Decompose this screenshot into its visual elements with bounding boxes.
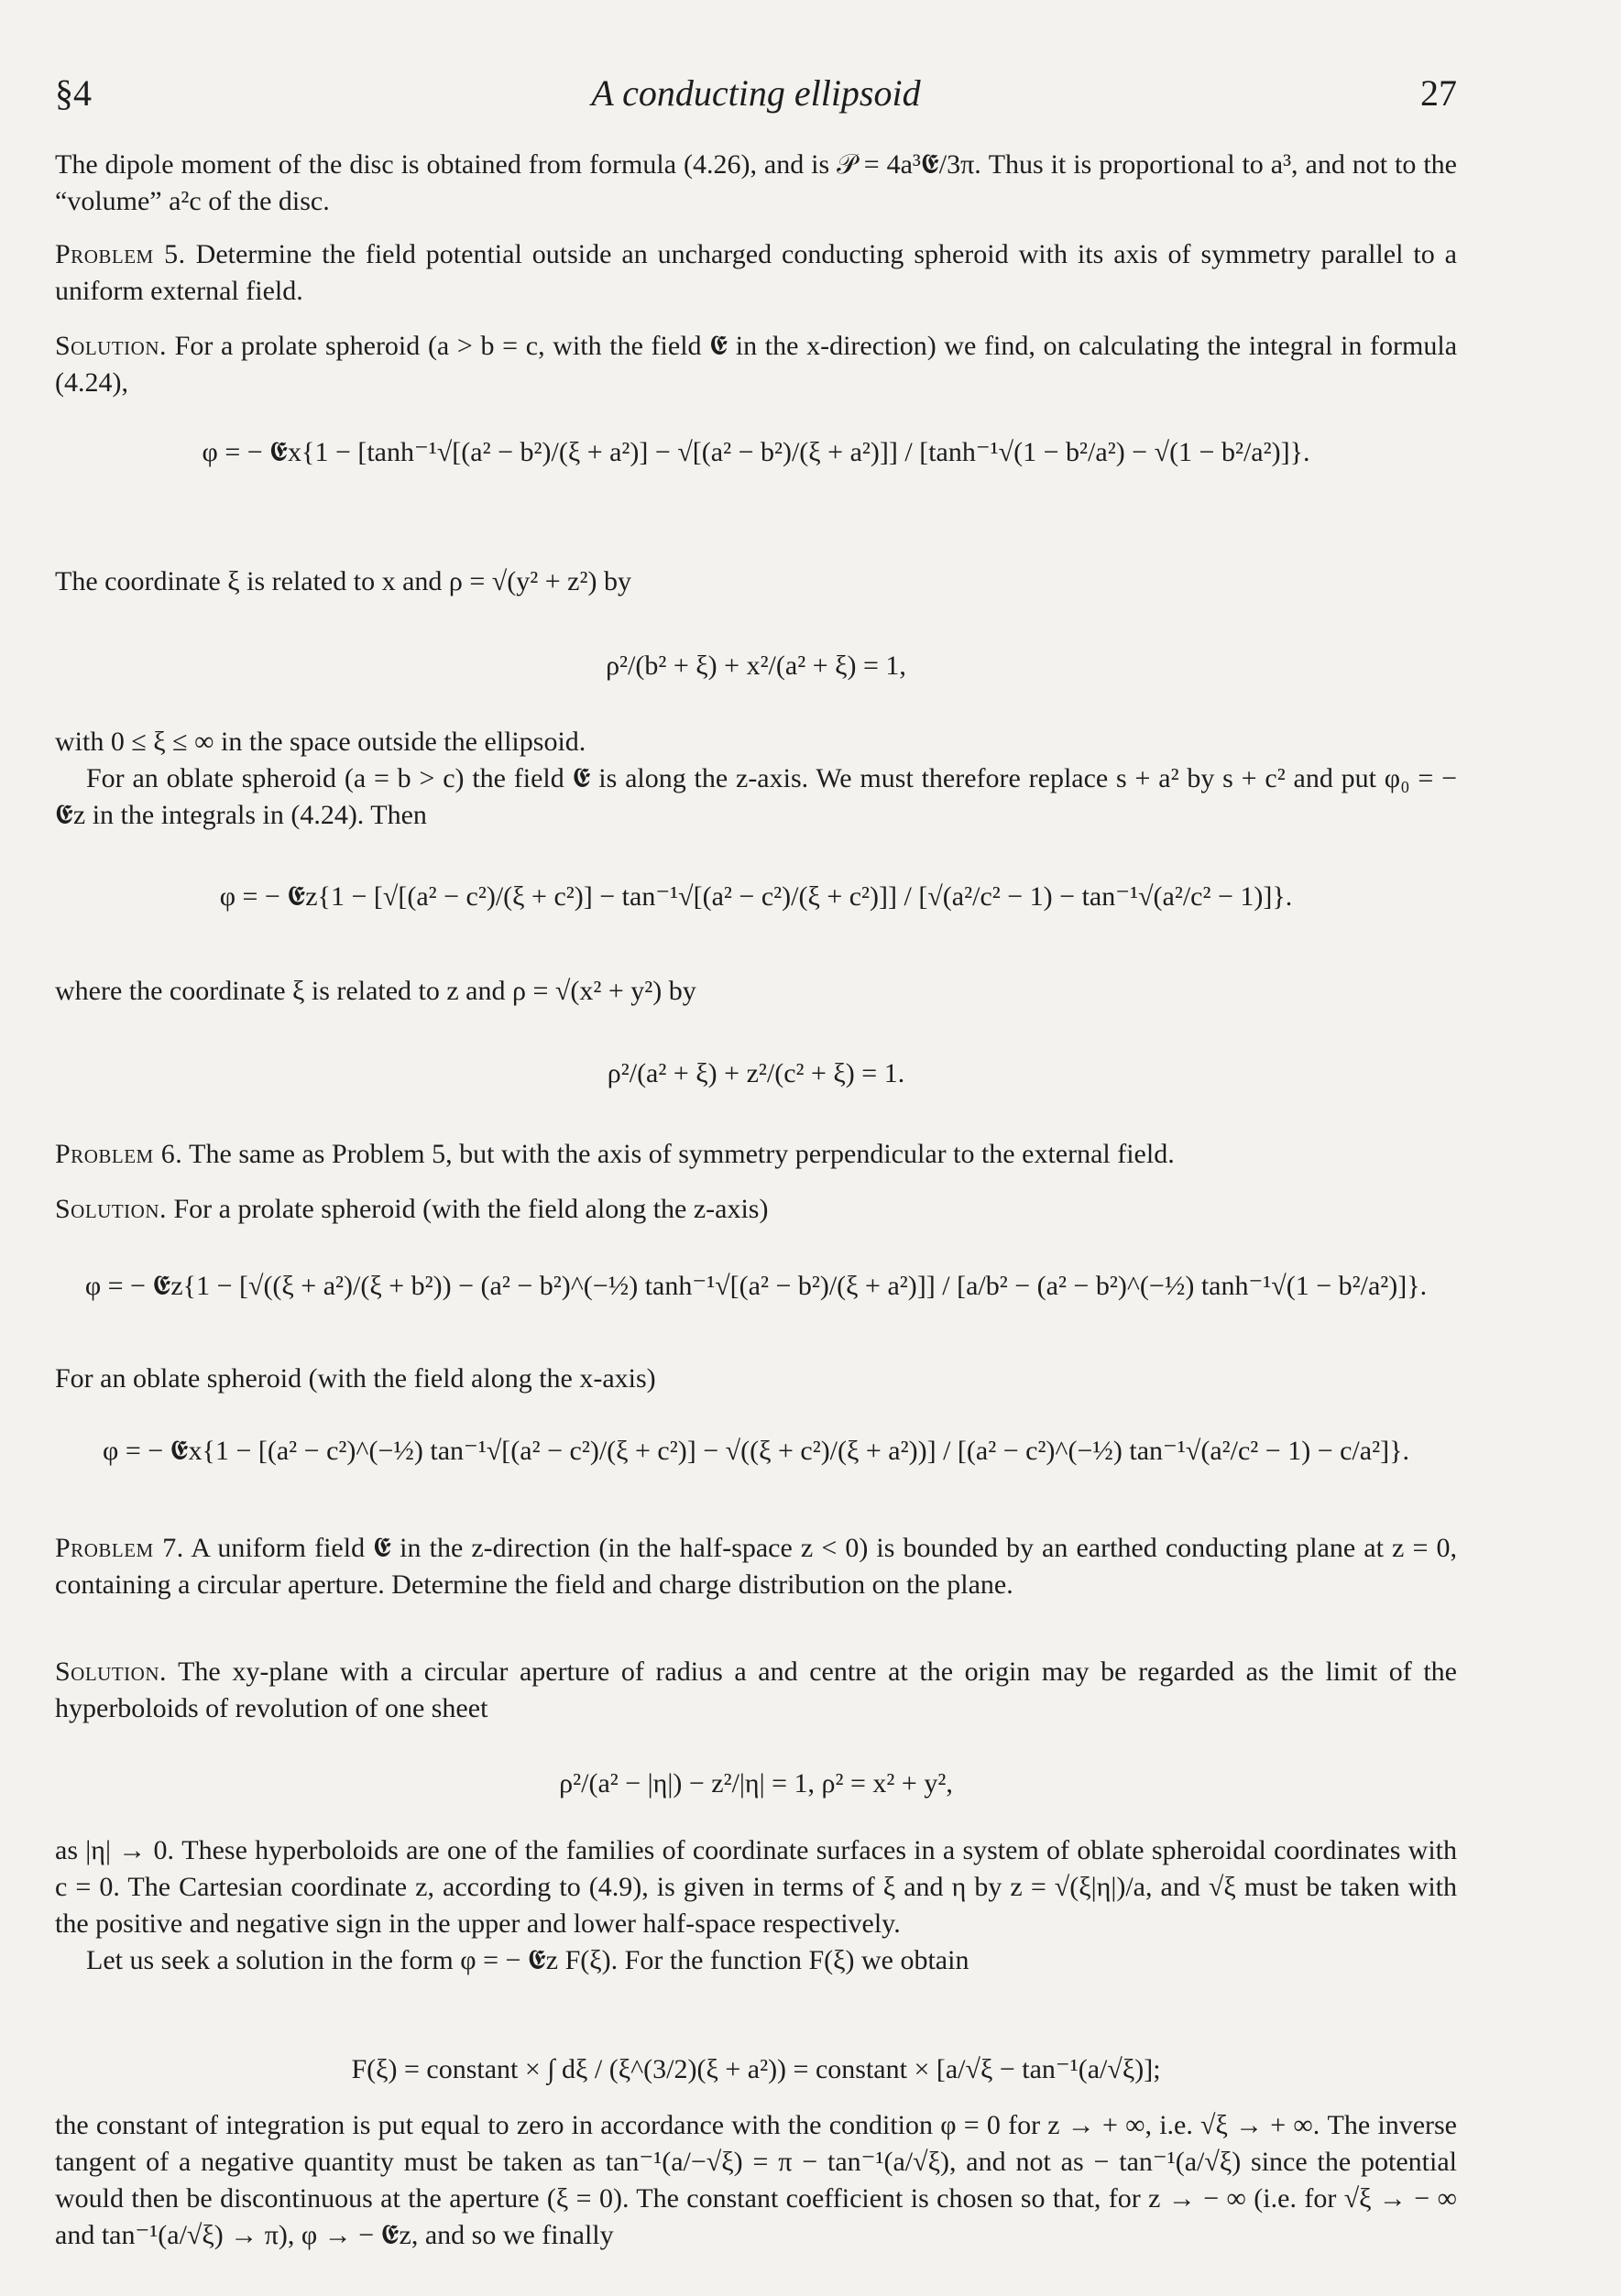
equation-prolate-perpendicular: φ = − 𝕰z{1 − [√((ξ + a²)/(ξ + b²)) − (a² − b²)^(−½) tanh⁻¹√[(a² − b²)/(ξ + a²)]] / [a/b² − (a² − b²)^(−½) tanh⁻¹√(1 − b²/a²)]}.: [84, 1271, 1428, 1301]
problem-7: [55, 1530, 1457, 1603]
problem-label: Problem 6.: [55, 1139, 183, 1169]
equation-oblate-potential: φ = − 𝕰z{1 − [√[(a² − c²)/(ξ + c²)] − tan⁻¹√[(a² − c²)/(ξ + c²)]] / [√(a²/c² − 1) − tan⁻¹√(a²/c² − 1)]}.: [219, 881, 1293, 912]
paragraph-text: The dipole moment of the disc is obtained from formula (4.26), and is 𝒫 = 4a³𝕰/3π. Thus it is proportional to a³, and not to the “volume” a²c of the disc.: [55, 149, 1457, 216]
problem-text: The same as Problem 5, but with the axis of symmetry perpendicular to the external field.: [189, 1139, 1175, 1169]
paragraph-text: For an oblate spheroid (with the field along the x-axis): [55, 1363, 656, 1394]
problem-6: [55, 1136, 1457, 1173]
solution-label: Solution.: [55, 1194, 167, 1224]
paragraph-text: The coordinate ξ is related to x and ρ = √(y² + z²) by: [55, 566, 631, 596]
section-number: §4: [55, 72, 92, 114]
solution-text: For a prolate spheroid (a > b = c, with the field 𝕰 in the x-direction) we find, on calculating the integral in formula (4.24),: [55, 331, 1458, 398]
paragraph-text-oblate: For an oblate spheroid (a = b > c) the field 𝕰 is along the z-axis. We must therefore replace s + a² by s + c² and put φ₀ = − 𝕰z in the integrals in (4.24). Then: [55, 763, 1457, 830]
page-edge-mark: [55, 2263, 59, 2278]
problem-label: Problem 5.: [55, 239, 186, 269]
equation-prolate-ellipsoid: ρ²/(b² + ξ) + x²/(a² + ξ) = 1,: [606, 651, 906, 681]
paragraph-coordinate-xi: [55, 563, 1457, 600]
equation-hyperboloid: ρ²/(a² − |η|) − z²/|η| = 1, ρ² = x² + y²,: [559, 1768, 953, 1799]
solution-label: Solution.: [55, 331, 167, 361]
solution-text: The xy-plane with a circular aperture of radius a and centre at the origin may be regarded as the limit of the hyperboloids of revolution of one sheet: [55, 1656, 1457, 1723]
equation-function-f: F(ξ) = constant × ∫ dξ / (ξ^(3/2)(ξ + a²)) = constant × [a/√ξ − tan⁻¹(a/√ξ)];: [351, 2054, 1161, 2084]
solution-6: [55, 1191, 1457, 1228]
paragraph-text: as |η| → 0. These hyperboloids are one of the families of coordinate surfaces in a system of oblate spheroidal coordinates with c = 0. The Cartesian coordinate z, according to (4.9), is given in terms of ξ and η by z = √(ξ|η|)/a, and √ξ must be taken with the positive and negative sign in the upper and lower half-space respectively.: [55, 1835, 1457, 1939]
paragraph-text: the constant of integration is put equal to zero in accordance with the condition φ = 0 for z → + ∞, i.e. √ξ → + ∞. The inverse tangent of a negative quantity must be taken as tan⁻¹(a/−√ξ) = π − tan⁻¹(a/√ξ), and not as − tan⁻¹(a/√ξ) since the potential would then be discontinuous at the aperture (ξ = 0). The constant coefficient is chosen so that, for z → − ∞ (i.e. for √ξ → − ∞ and tan⁻¹(a/√ξ) → π), φ → − 𝕰z, and so we finally: [55, 2110, 1457, 2250]
problem-text: Determine the field potential outside an uncharged conducting spheroid with its axis of symmetry parallel to a uniform external field.: [55, 239, 1458, 306]
equation-prolate-potential: φ = − 𝕰x{1 − [tanh⁻¹√[(a² − b²)/(ξ + a²)] − √[(a² − b²)/(ξ + a²)]] / [tanh⁻¹√(1 − b²/a²) − √(1 − b²/a²)]}.: [202, 437, 1310, 467]
paragraph-text: with 0 ≤ ξ ≤ ∞ in the space outside the ellipsoid.: [55, 727, 586, 757]
paragraph-text-solution-form: Let us seek a solution in the form φ = − 𝕰z F(ξ). For the function F(ξ) we obtain: [86, 1945, 969, 1975]
paragraph-outside-ellipsoid: [55, 724, 1457, 834]
solution-5: [55, 328, 1457, 401]
paragraph-oblate-x-axis: [55, 1361, 1457, 1397]
equation-oblate-perpendicular: φ = − 𝕰x{1 − [(a² − c²)^(−½) tan⁻¹√[(a² − c²)/(ξ + c²)] − √((ξ + c²)/(ξ + a²))] / [(a² − c²)^(−½) tan⁻¹√(a²/c² − 1) − c/a²]}.: [103, 1436, 1409, 1466]
page-number: 27: [1420, 72, 1457, 114]
paragraph-hyperboloids: [55, 1832, 1457, 1979]
paragraph-coordinate-z: [55, 973, 1457, 1010]
solution-text: For a prolate spheroid (with the field along the z-axis): [173, 1194, 769, 1224]
equation-oblate-ellipsoid: ρ²/(a² + ξ) + z²/(c² + ξ) = 1.: [607, 1058, 905, 1088]
running-title: A conducting ellipsoid: [591, 72, 921, 114]
problem-5: [55, 236, 1457, 310]
running-header: [55, 71, 1457, 117]
paragraph-text: where the coordinate ξ is related to z and ρ = √(x² + y²) by: [55, 976, 696, 1006]
solution-7: [55, 1654, 1457, 1727]
paragraph-dipole-moment: [55, 147, 1457, 220]
paragraph-constant-integration: [55, 2107, 1457, 2254]
problem-text: A uniform field 𝕰 in the z-direction (in the half-space z < 0) is bounded by an earthed conducting plane at z = 0, containing a circular aperture. Determine the field and charge distribution on the plane.: [55, 1533, 1457, 1600]
solution-label: Solution.: [55, 1656, 167, 1687]
problem-label: Problem 7.: [55, 1533, 184, 1563]
